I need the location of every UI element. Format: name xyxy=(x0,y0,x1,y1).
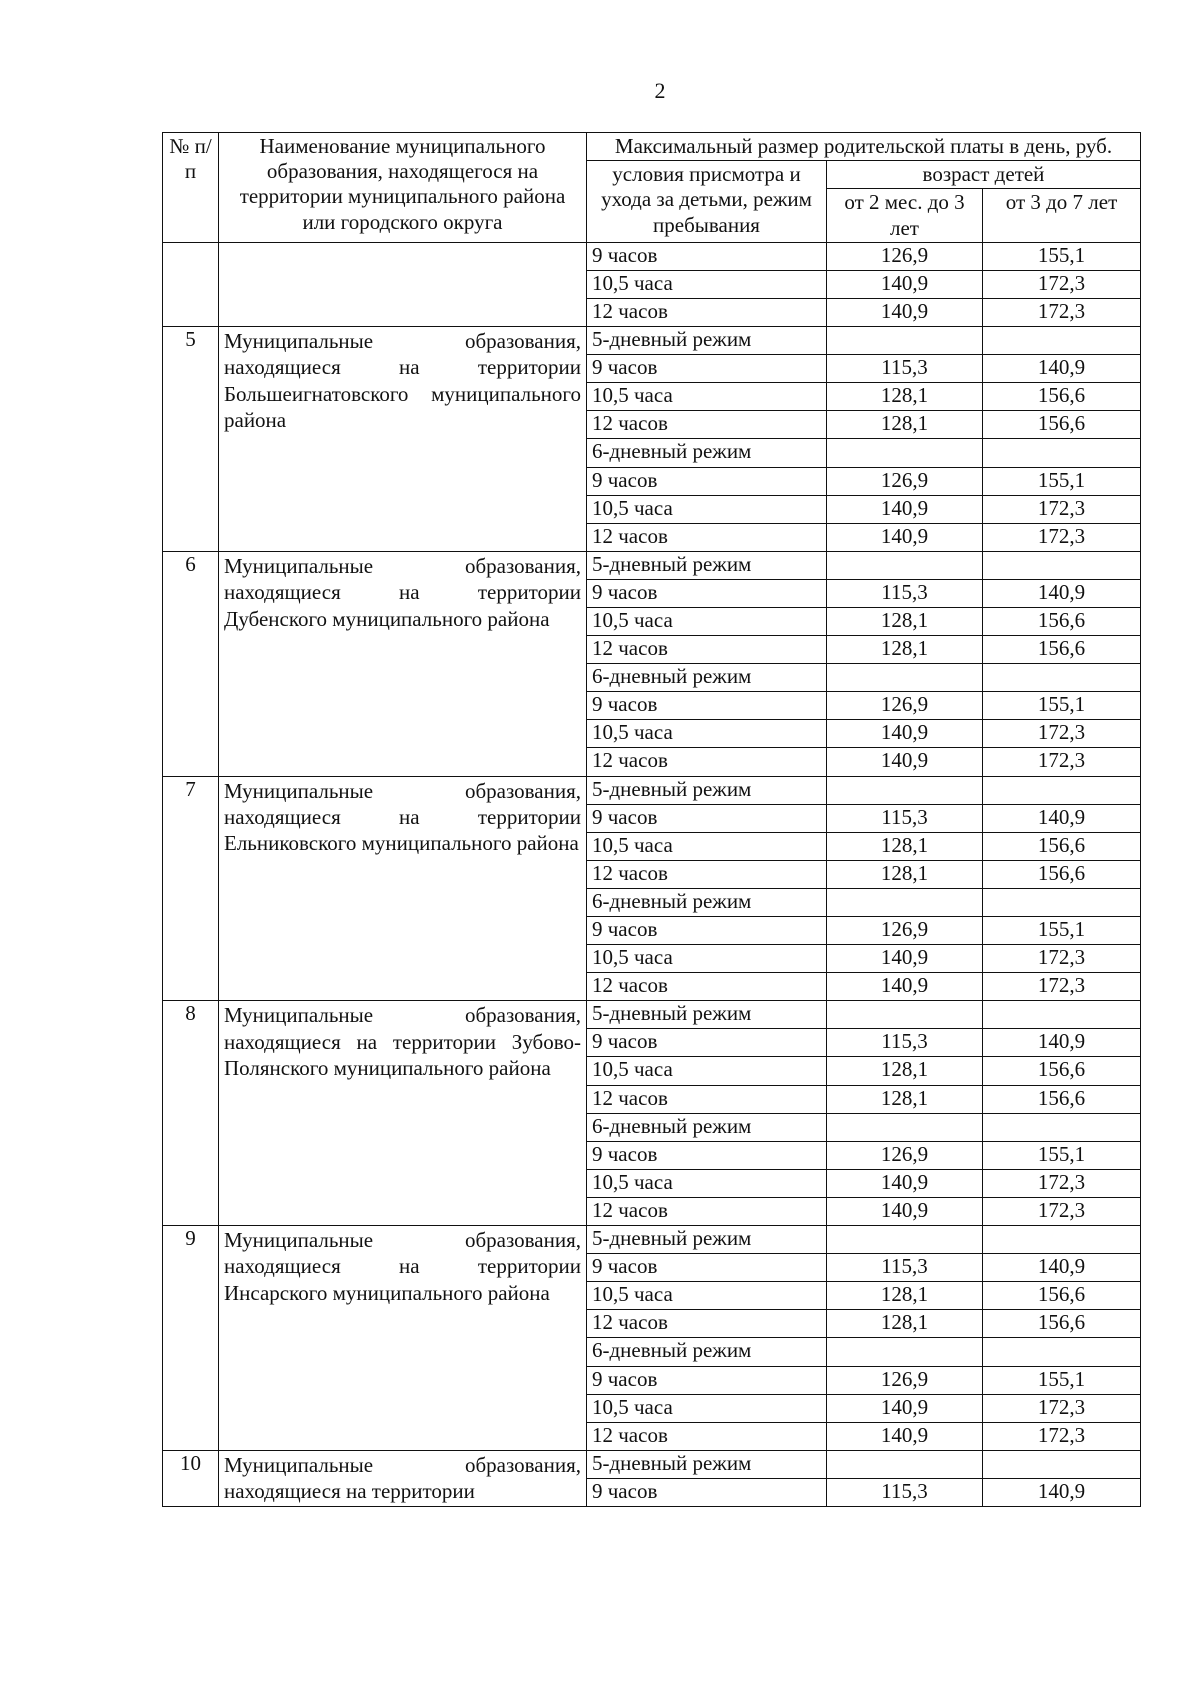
fee-age-3y-7y: 140,9 xyxy=(983,1254,1141,1282)
fee-age-2m-3y: 140,9 xyxy=(827,748,983,776)
condition-cell: 6-дневный режим xyxy=(587,1113,827,1141)
condition-cell: 12 часов xyxy=(587,523,827,551)
fee-age-2m-3y xyxy=(827,1113,983,1141)
row-number: 8 xyxy=(163,1001,219,1226)
condition-cell: 9 часов xyxy=(587,1366,827,1394)
fee-age-3y-7y: 155,1 xyxy=(983,467,1141,495)
condition-cell: 10,5 часа xyxy=(587,1394,827,1422)
fee-age-2m-3y xyxy=(827,1226,983,1254)
fee-age-3y-7y: 140,9 xyxy=(983,1478,1141,1506)
fee-age-3y-7y: 172,3 xyxy=(983,1197,1141,1225)
fee-age-2m-3y: 126,9 xyxy=(827,1366,983,1394)
condition-cell: 10,5 часа xyxy=(587,1282,827,1310)
condition-cell: 9 часов xyxy=(587,1141,827,1169)
fee-age-2m-3y: 140,9 xyxy=(827,1394,983,1422)
municipality-name: Муниципальные образования, находящиеся на территории Дубенского муниципального района xyxy=(219,551,587,776)
condition-cell: 5-дневный режим xyxy=(587,327,827,355)
fee-age-2m-3y: 115,3 xyxy=(827,355,983,383)
fee-age-2m-3y: 128,1 xyxy=(827,1057,983,1085)
fee-age-3y-7y xyxy=(983,1001,1141,1029)
condition-cell: 10,5 часа xyxy=(587,1169,827,1197)
condition-cell: 5-дневный режим xyxy=(587,1001,827,1029)
fee-age-3y-7y: 156,6 xyxy=(983,1310,1141,1338)
fee-age-3y-7y: 156,6 xyxy=(983,1282,1141,1310)
condition-cell: 12 часов xyxy=(587,1422,827,1450)
fee-age-3y-7y: 155,1 xyxy=(983,917,1141,945)
header-child-age: возраст детей xyxy=(827,161,1141,189)
fee-age-2m-3y xyxy=(827,776,983,804)
fee-age-2m-3y xyxy=(827,327,983,355)
condition-cell: 6-дневный режим xyxy=(587,664,827,692)
condition-cell: 9 часов xyxy=(587,1029,827,1057)
fee-age-2m-3y: 128,1 xyxy=(827,607,983,635)
fee-age-2m-3y: 140,9 xyxy=(827,945,983,973)
condition-cell: 5-дневный режим xyxy=(587,1450,827,1478)
fee-age-3y-7y: 172,3 xyxy=(983,1422,1141,1450)
fee-age-3y-7y: 155,1 xyxy=(983,1141,1141,1169)
fee-age-3y-7y: 156,6 xyxy=(983,860,1141,888)
fee-age-2m-3y: 128,1 xyxy=(827,860,983,888)
condition-cell: 9 часов xyxy=(587,579,827,607)
municipality-name xyxy=(219,242,587,326)
fee-age-3y-7y xyxy=(983,327,1141,355)
condition-cell: 9 часов xyxy=(587,1478,827,1506)
municipality-name: Муниципальные образования, находящиеся на территории Большеигнатовского муниципального района xyxy=(219,327,587,552)
fee-age-3y-7y: 140,9 xyxy=(983,355,1141,383)
condition-cell: 10,5 часа xyxy=(587,383,827,411)
condition-cell: 12 часов xyxy=(587,411,827,439)
fee-age-2m-3y xyxy=(827,1450,983,1478)
condition-cell: 12 часов xyxy=(587,973,827,1001)
fee-age-3y-7y: 156,6 xyxy=(983,1057,1141,1085)
condition-cell: 9 часов xyxy=(587,242,827,270)
condition-cell: 9 часов xyxy=(587,1254,827,1282)
fee-age-2m-3y: 115,3 xyxy=(827,1478,983,1506)
condition-cell: 9 часов xyxy=(587,467,827,495)
fee-age-3y-7y: 172,3 xyxy=(983,1394,1141,1422)
condition-cell: 6-дневный режим xyxy=(587,1338,827,1366)
fee-age-2m-3y xyxy=(827,551,983,579)
fee-age-2m-3y xyxy=(827,439,983,467)
fee-age-3y-7y: 172,3 xyxy=(983,945,1141,973)
table-row xyxy=(163,551,1141,579)
row-number: 5 xyxy=(163,327,219,552)
header-age-3y-7y: от 3 до 7 лет xyxy=(983,189,1141,242)
fee-age-2m-3y: 126,9 xyxy=(827,467,983,495)
fee-age-3y-7y xyxy=(983,664,1141,692)
row-number: 6 xyxy=(163,551,219,776)
fee-age-3y-7y: 172,3 xyxy=(983,270,1141,298)
condition-cell: 5-дневный режим xyxy=(587,1226,827,1254)
fee-age-2m-3y: 140,9 xyxy=(827,495,983,523)
fee-age-3y-7y: 156,6 xyxy=(983,411,1141,439)
fee-age-3y-7y xyxy=(983,1226,1141,1254)
fee-age-2m-3y: 140,9 xyxy=(827,1197,983,1225)
condition-cell: 12 часов xyxy=(587,860,827,888)
condition-cell: 10,5 часа xyxy=(587,1057,827,1085)
condition-cell: 12 часов xyxy=(587,298,827,326)
fee-age-3y-7y: 155,1 xyxy=(983,692,1141,720)
condition-cell: 10,5 часа xyxy=(587,270,827,298)
fee-age-3y-7y: 156,6 xyxy=(983,832,1141,860)
fee-age-3y-7y xyxy=(983,551,1141,579)
fee-age-3y-7y: 140,9 xyxy=(983,804,1141,832)
fee-age-2m-3y xyxy=(827,664,983,692)
table-body xyxy=(163,242,1141,1506)
fee-age-3y-7y xyxy=(983,776,1141,804)
condition-cell: 6-дневный режим xyxy=(587,888,827,916)
fee-age-2m-3y: 128,1 xyxy=(827,832,983,860)
fee-age-3y-7y: 172,3 xyxy=(983,298,1141,326)
table-header xyxy=(163,133,1141,243)
fee-age-2m-3y: 126,9 xyxy=(827,1141,983,1169)
fee-age-3y-7y xyxy=(983,439,1141,467)
header-municipality-name: Наименование муниципального образования, находящегося на территории муниципального района или городского округа xyxy=(219,133,587,243)
condition-cell: 12 часов xyxy=(587,1085,827,1113)
condition-cell: 5-дневный режим xyxy=(587,551,827,579)
table-row xyxy=(163,242,1141,270)
fee-age-3y-7y: 172,3 xyxy=(983,495,1141,523)
fee-age-3y-7y: 172,3 xyxy=(983,523,1141,551)
condition-cell: 10,5 часа xyxy=(587,832,827,860)
municipality-name: Муниципальные образования, находящиеся на территории Ельниковского муниципального района xyxy=(219,776,587,1001)
fee-age-2m-3y xyxy=(827,1001,983,1029)
fee-age-2m-3y: 140,9 xyxy=(827,523,983,551)
fee-age-2m-3y: 128,1 xyxy=(827,1282,983,1310)
fee-age-3y-7y: 155,1 xyxy=(983,242,1141,270)
condition-cell: 10,5 часа xyxy=(587,945,827,973)
fee-age-2m-3y: 115,3 xyxy=(827,1254,983,1282)
fee-age-2m-3y: 128,1 xyxy=(827,636,983,664)
fee-age-3y-7y xyxy=(983,888,1141,916)
parental-fee-table xyxy=(162,132,1141,1507)
municipality-name: Муниципальные образования, находящиеся на территории xyxy=(219,1450,587,1506)
header-age-2m-3y: от 2 мес. до 3 лет xyxy=(827,189,983,242)
fee-age-3y-7y: 156,6 xyxy=(983,1085,1141,1113)
row-number: 7 xyxy=(163,776,219,1001)
fee-age-2m-3y: 128,1 xyxy=(827,411,983,439)
table-row xyxy=(163,1226,1141,1254)
header-conditions: условия присмотра и ухода за детьми, режим пребывания xyxy=(587,161,827,243)
fee-age-2m-3y: 115,3 xyxy=(827,1029,983,1057)
fee-age-2m-3y: 128,1 xyxy=(827,1310,983,1338)
municipality-name: Муниципальные образования, находящиеся на территории Зубово-Полянского муниципального района xyxy=(219,1001,587,1226)
fee-age-2m-3y: 115,3 xyxy=(827,579,983,607)
fee-age-3y-7y: 140,9 xyxy=(983,1029,1141,1057)
municipality-name: Муниципальные образования, находящиеся на территории Инсарского муниципального района xyxy=(219,1226,587,1451)
condition-cell: 6-дневный режим xyxy=(587,439,827,467)
fee-age-3y-7y: 172,3 xyxy=(983,748,1141,776)
fee-age-2m-3y: 128,1 xyxy=(827,1085,983,1113)
table-row xyxy=(163,1001,1141,1029)
table-row xyxy=(163,776,1141,804)
table-row xyxy=(163,327,1141,355)
condition-cell: 10,5 часа xyxy=(587,720,827,748)
fee-age-2m-3y: 140,9 xyxy=(827,270,983,298)
fee-age-3y-7y: 172,3 xyxy=(983,1169,1141,1197)
condition-cell: 12 часов xyxy=(587,1197,827,1225)
fee-age-3y-7y: 172,3 xyxy=(983,973,1141,1001)
fee-age-3y-7y xyxy=(983,1450,1141,1478)
row-number: 9 xyxy=(163,1226,219,1451)
fee-age-2m-3y: 140,9 xyxy=(827,720,983,748)
fee-age-2m-3y xyxy=(827,888,983,916)
row-number xyxy=(163,242,219,326)
fee-age-2m-3y: 126,9 xyxy=(827,692,983,720)
fee-age-3y-7y: 156,6 xyxy=(983,636,1141,664)
fee-age-3y-7y: 156,6 xyxy=(983,383,1141,411)
fee-age-2m-3y: 126,9 xyxy=(827,917,983,945)
fee-age-2m-3y xyxy=(827,1338,983,1366)
fee-age-2m-3y: 126,9 xyxy=(827,242,983,270)
fee-age-3y-7y: 156,6 xyxy=(983,607,1141,635)
fee-age-2m-3y: 140,9 xyxy=(827,298,983,326)
condition-cell: 9 часов xyxy=(587,917,827,945)
header-number: № п/п xyxy=(163,133,219,243)
header-max-fee: Максимальный размер родительской платы в день, руб. xyxy=(587,133,1141,161)
fee-age-2m-3y: 140,9 xyxy=(827,1169,983,1197)
fee-age-2m-3y: 115,3 xyxy=(827,804,983,832)
fee-age-2m-3y: 140,9 xyxy=(827,973,983,1001)
condition-cell: 9 часов xyxy=(587,355,827,383)
condition-cell: 12 часов xyxy=(587,636,827,664)
fee-age-3y-7y: 140,9 xyxy=(983,579,1141,607)
condition-cell: 10,5 часа xyxy=(587,607,827,635)
fee-age-3y-7y: 155,1 xyxy=(983,1366,1141,1394)
fee-age-2m-3y: 140,9 xyxy=(827,1422,983,1450)
condition-cell: 10,5 часа xyxy=(587,495,827,523)
fee-age-2m-3y: 128,1 xyxy=(827,383,983,411)
condition-cell: 5-дневный режим xyxy=(587,776,827,804)
row-number: 10 xyxy=(163,1450,219,1506)
condition-cell: 12 часов xyxy=(587,1310,827,1338)
table-row xyxy=(163,1450,1141,1478)
fee-age-3y-7y xyxy=(983,1338,1141,1366)
page-number: 2 xyxy=(654,78,666,103)
fee-age-3y-7y: 172,3 xyxy=(983,720,1141,748)
condition-cell: 9 часов xyxy=(587,804,827,832)
condition-cell: 12 часов xyxy=(587,748,827,776)
condition-cell: 9 часов xyxy=(587,692,827,720)
fee-age-3y-7y xyxy=(983,1113,1141,1141)
